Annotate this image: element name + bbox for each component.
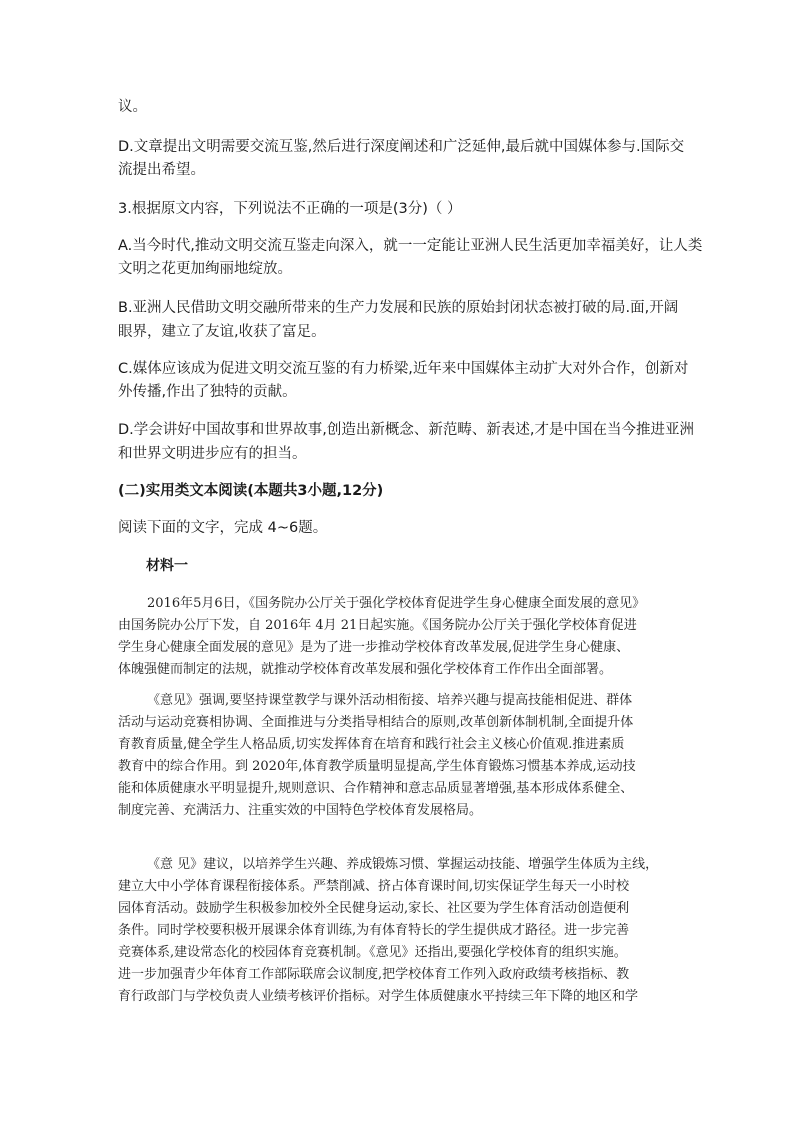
- question-3: 3.根据原文内容，下列说法不正确的一项是(3分)（ ）: [118, 201, 462, 217]
- text-line: 文明之花更加绚丽地绽放。: [118, 261, 292, 277]
- section-heading: (二)实用类文本阅读(本题共3小题,12分): [118, 483, 384, 499]
- text-line: 2016年5月6日，《国务院办公厅关于强化学校体育促进学生身心健康全面发展的意见》: [147, 596, 646, 611]
- material-one-heading: 材料一: [146, 558, 188, 574]
- text-line: 竞赛体系,建设常态化的校园体育竞赛机制。《意见》还指出,要强化学校体育的组织实施。: [118, 945, 627, 960]
- text-line: 活动与运动竞赛相协调、全面推进与分类指导相结合的原则,改革创新体制机制,全面提升体: [118, 715, 634, 730]
- text-line: 育教育质量,健全学生人格品质,切实发挥体育在培育和践行社会主义核心价值观.推进素质: [118, 737, 625, 752]
- text-line: 和世界文明进步应有的担当。: [118, 446, 307, 462]
- text-line: 教育中的综合作用。到 2020年,体育教学质量明显提高,学生体育锻炼习惯基本养成,运动技: [118, 759, 636, 774]
- text-line: 流提出希望。: [118, 162, 205, 178]
- option-b-text: B.亚洲人民借助文明交融所带来的生产力发展和民族的原始封闭状态被打破的局.面,开阔: [118, 300, 679, 316]
- text-line: 学生身心健康全面发展的意见》是为了进一步推动学校体育改革发展,促进学生身心健康、: [118, 640, 630, 655]
- text-line: 议。: [118, 99, 147, 115]
- text-line: 育行政部门与学校负责人业绩考核评价指标。对学生体质健康水平持续三年下降的地区和学: [118, 989, 639, 1004]
- text-line: 《意 见》建议，以培养学生兴趣、养成锻炼习惯、掌握运动技能、增强学生体质为主线，: [147, 857, 659, 872]
- text-line: 园体育活动。鼓励学生积极参加校外全民健身运动,家长、社区要为学生体育活动创造便利: [118, 901, 630, 916]
- text-line: 外传播,作出了独特的贡献。: [118, 384, 297, 400]
- option-a-text: A.当今时代,推动文明交流互鉴走向深入，就一一定能让亚洲人民生活更加幸福美好，让人类: [118, 238, 703, 254]
- instruction: 阅读下面的文字，完成 4~6题。: [118, 520, 328, 536]
- option-c-text: C.媒体应该成为促进文明交流互鉴的有力桥梁,近年来中国媒体主动扩大对外合作，创新对: [118, 361, 689, 377]
- text-line: 由国务院办公厅下发，自 2016年 4月 21日起实施。《国务院办公厅关于强化学校体育促进: [118, 618, 637, 633]
- text-line: 体魄强健而制定的法规，就推动学校体育改革发展和强化学校体育工作作出全面部署。: [118, 662, 613, 677]
- text-line: 条件。同时学校要积极开展课余体育训练,为有体育特长的学生提供成才路径。进一步完善: [118, 923, 630, 938]
- text-line: 能和体质健康水平明显提升,规则意识、合作精神和意志品质显著增强,基本形成体系健全、: [118, 781, 634, 796]
- option-d-text: D.学会讲好中国故事和世界故事,创造出新概念、新范畴、新表述,才是中国在当今推进亚洲: [118, 422, 694, 438]
- text-line: 建立大中小学体育课程衔接体系。严禁削减、挤占体育课时间,切实保证学生每天一小时校: [118, 879, 630, 894]
- text-line: 眼界，建立了友谊,收获了富足。: [118, 324, 326, 340]
- option-d-text: D.文章提出文明需要交流互鉴,然后进行深度阐述和广泛延伸,最后就中国媒体参与.国际交: [118, 139, 685, 155]
- text-line: 进一步加强青少年体育工作部际联席会议制度,把学校体育工作列入政府政绩考核指标、教: [118, 967, 630, 982]
- text-line: 制度完善、充满活力、注重实效的中国特色学校体育发展格局。: [118, 803, 483, 818]
- text-line: 《意见》强调,要坚持课堂教学与课外活动相衔接、培养兴趣与提高技能相促进、群体: [147, 693, 633, 708]
